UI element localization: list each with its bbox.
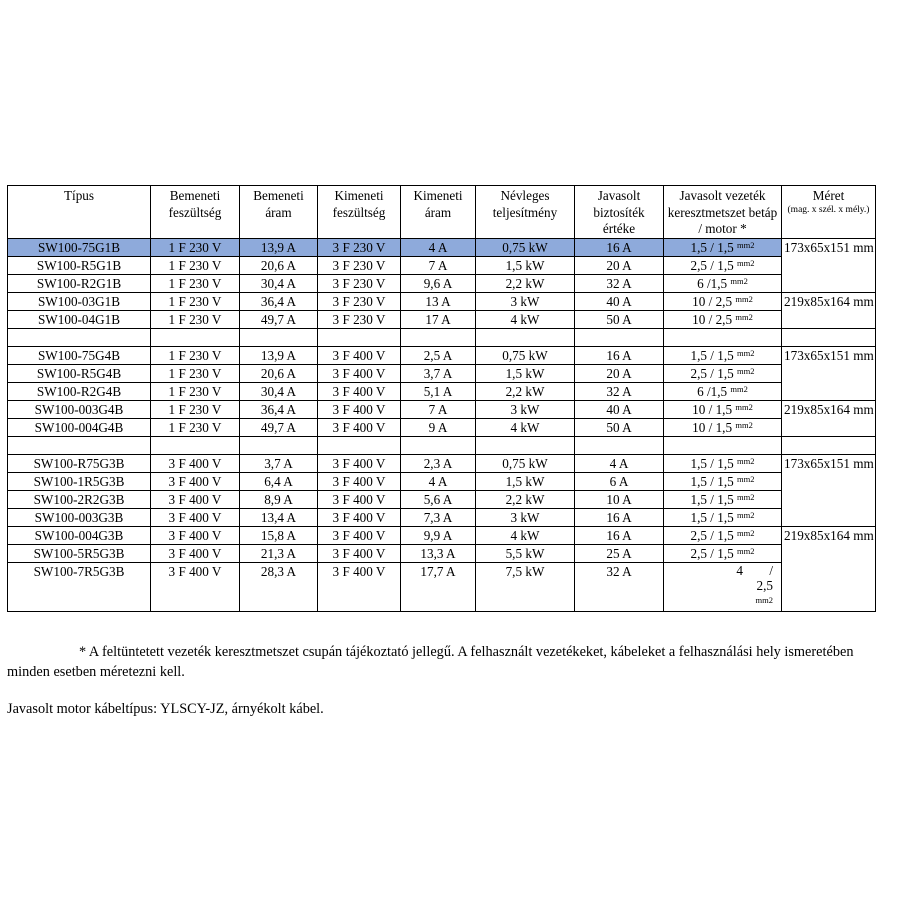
cable-value: 2,5 / 1,5 — [690, 365, 734, 381]
input-voltage-cell: 3 F 400 V — [151, 544, 240, 562]
input-voltage-cell: 3 F 400 V — [151, 508, 240, 526]
fuse-cell: 50 A — [575, 418, 664, 436]
cable-cell — [664, 256, 782, 274]
output-current-cell: 2,3 A — [401, 454, 476, 472]
input-voltage-cell: 3 F 400 V — [151, 562, 240, 611]
output-voltage-cell: 3 F 230 V — [318, 292, 401, 310]
cable-unit: mm2 — [730, 383, 748, 394]
fuse-cell: 25 A — [575, 544, 664, 562]
power-cell: 0,75 kW — [476, 238, 575, 256]
cable-unit: mm2 — [737, 545, 755, 556]
header-fuse: Javasolt biztosíték értéke — [575, 186, 664, 239]
fuse-cell: 16 A — [575, 238, 664, 256]
input-voltage-cell: 1 F 230 V — [151, 418, 240, 436]
header-type: Típus — [8, 186, 151, 239]
table-row — [8, 274, 876, 292]
power-cell: 4 kW — [476, 526, 575, 544]
output-voltage-cell: 3 F 230 V — [318, 274, 401, 292]
output-voltage-cell: 3 F 230 V — [318, 238, 401, 256]
input-voltage-cell: 1 F 230 V — [151, 292, 240, 310]
cable-value: 10 / 2,5 — [692, 293, 733, 309]
cable-cell — [664, 310, 782, 328]
table-row — [8, 400, 876, 418]
input-voltage-cell: 3 F 400 V — [151, 526, 240, 544]
power-cell: 5,5 kW — [476, 544, 575, 562]
cable-cell — [664, 292, 782, 310]
spacer-cell — [575, 436, 664, 454]
power-cell: 4 kW — [476, 418, 575, 436]
table-row — [8, 508, 876, 526]
cable-value-sep: / — [769, 562, 773, 578]
cable-cell — [664, 400, 782, 418]
cable-unit: mm2 — [735, 419, 753, 430]
table-row — [8, 310, 876, 328]
spacer-cell — [782, 328, 876, 346]
cable-unit: mm2 — [735, 401, 753, 412]
table-row — [8, 544, 876, 562]
table-row — [8, 292, 876, 310]
input-current-cell: 13,9 A — [240, 346, 318, 364]
power-cell: 0,75 kW — [476, 454, 575, 472]
spacer-cell — [8, 328, 151, 346]
fuse-cell: 16 A — [575, 508, 664, 526]
input-voltage-cell: 1 F 230 V — [151, 400, 240, 418]
output-voltage-cell: 3 F 400 V — [318, 364, 401, 382]
type-cell: SW100-75G4B — [8, 346, 151, 364]
size-cell: 219x85x164 mm — [782, 292, 876, 328]
output-current-cell: 5,6 A — [401, 490, 476, 508]
input-voltage-cell: 1 F 230 V — [151, 274, 240, 292]
size-cell: 173x65x151 mm — [782, 346, 876, 400]
table-row — [8, 382, 876, 400]
input-voltage-cell: 1 F 230 V — [151, 364, 240, 382]
fuse-cell: 6 A — [575, 472, 664, 490]
input-current-cell: 3,7 A — [240, 454, 318, 472]
power-cell: 3 kW — [476, 508, 575, 526]
cable-value: 10 / 2,5 — [692, 311, 733, 327]
header-input-voltage: Bemeneti feszültség — [151, 186, 240, 239]
output-current-cell: 13,3 A — [401, 544, 476, 562]
power-cell: 3 kW — [476, 400, 575, 418]
cable-unit: mm2 — [737, 347, 755, 358]
cable-cell — [664, 562, 782, 611]
input-voltage-cell: 1 F 230 V — [151, 256, 240, 274]
cable-cell — [664, 544, 782, 562]
size-cell: 173x65x151 mm — [782, 454, 876, 526]
cable-cell — [664, 508, 782, 526]
input-current-cell: 6,4 A — [240, 472, 318, 490]
output-voltage-cell: 3 F 400 V — [318, 562, 401, 611]
output-current-cell: 7,3 A — [401, 508, 476, 526]
table-row — [8, 256, 876, 274]
cable-cell — [664, 346, 782, 364]
cable-value: 1,5 / 1,5 — [690, 455, 734, 471]
output-current-cell: 2,5 A — [401, 346, 476, 364]
power-cell: 1,5 kW — [476, 472, 575, 490]
table-row — [8, 526, 876, 544]
cable-unit: mm2 — [755, 594, 773, 605]
output-current-cell: 3,7 A — [401, 364, 476, 382]
cable-cell — [664, 274, 782, 292]
cable-cell — [664, 454, 782, 472]
cable-value: 2,5 / 1,5 — [690, 257, 734, 273]
spacer-cell — [240, 436, 318, 454]
cable-cell — [664, 472, 782, 490]
output-voltage-cell: 3 F 400 V — [318, 544, 401, 562]
spacer-cell — [8, 436, 151, 454]
power-cell: 4 kW — [476, 310, 575, 328]
type-cell: SW100-1R5G3B — [8, 472, 151, 490]
group-spacer-row — [8, 436, 876, 454]
cable-value-a: 4 — [736, 562, 743, 578]
type-cell: SW100-03G1B — [8, 292, 151, 310]
spacer-cell — [476, 436, 575, 454]
cable-unit: mm2 — [737, 365, 755, 376]
fuse-cell: 32 A — [575, 562, 664, 611]
spacer-cell — [476, 328, 575, 346]
cable-cell — [664, 238, 782, 256]
input-current-cell: 30,4 A — [240, 274, 318, 292]
output-voltage-cell: 3 F 400 V — [318, 472, 401, 490]
header-input-current: Bemeneti áram — [240, 186, 318, 239]
spacer-cell — [401, 328, 476, 346]
power-cell: 2,2 kW — [476, 490, 575, 508]
input-voltage-cell: 3 F 400 V — [151, 454, 240, 472]
type-cell: SW100-003G4B — [8, 400, 151, 418]
spacer-cell — [240, 328, 318, 346]
power-cell: 0,75 kW — [476, 346, 575, 364]
fuse-cell: 20 A — [575, 256, 664, 274]
type-cell: SW100-7R5G3B — [8, 562, 151, 611]
cable-cell — [664, 364, 782, 382]
fuse-cell: 40 A — [575, 400, 664, 418]
output-voltage-cell: 3 F 400 V — [318, 346, 401, 364]
output-voltage-cell: 3 F 400 V — [318, 508, 401, 526]
cable-unit: mm2 — [737, 527, 755, 538]
header-size — [782, 186, 876, 239]
table-row — [8, 562, 876, 611]
header-rated-power: Névleges teljesítmény — [476, 186, 575, 239]
header-output-voltage: Kimeneti feszültség — [318, 186, 401, 239]
cable-value: 10 / 1,5 — [692, 401, 733, 417]
fuse-cell: 40 A — [575, 292, 664, 310]
output-current-cell: 9,6 A — [401, 274, 476, 292]
input-voltage-cell: 1 F 230 V — [151, 382, 240, 400]
cable-unit: mm2 — [735, 311, 753, 322]
cable-unit: mm2 — [735, 293, 753, 304]
table-row — [8, 418, 876, 436]
output-voltage-cell: 3 F 400 V — [318, 526, 401, 544]
cable-value: 1,5 / 1,5 — [690, 509, 734, 525]
input-current-cell: 13,4 A — [240, 508, 318, 526]
input-current-cell: 36,4 A — [240, 292, 318, 310]
input-voltage-cell: 1 F 230 V — [151, 310, 240, 328]
output-current-cell: 4 A — [401, 472, 476, 490]
cable-cell — [664, 490, 782, 508]
group-spacer-row — [8, 328, 876, 346]
output-current-cell: 9 A — [401, 418, 476, 436]
size-cell: 219x85x164 mm — [782, 400, 876, 436]
cable-value: 1,5 / 1,5 — [690, 491, 734, 507]
fuse-cell: 20 A — [575, 364, 664, 382]
size-cell: 219x85x164 mm — [782, 526, 876, 611]
input-voltage-cell: 3 F 400 V — [151, 472, 240, 490]
output-current-cell: 7 A — [401, 256, 476, 274]
output-voltage-cell: 3 F 400 V — [318, 382, 401, 400]
output-voltage-cell: 3 F 230 V — [318, 256, 401, 274]
fuse-cell: 50 A — [575, 310, 664, 328]
fuse-cell: 32 A — [575, 382, 664, 400]
spacer-cell — [401, 436, 476, 454]
type-cell: SW100-004G3B — [8, 526, 151, 544]
type-cell: SW100-R5G4B — [8, 364, 151, 382]
type-cell: SW100-5R5G3B — [8, 544, 151, 562]
cable-unit: mm2 — [737, 455, 755, 466]
input-current-cell: 8,9 A — [240, 490, 318, 508]
header-cable: Javasolt vezeték keresztmetszet betáp / motor * — [664, 186, 782, 239]
type-cell: SW100-04G1B — [8, 310, 151, 328]
header-output-current: Kimeneti áram — [401, 186, 476, 239]
output-current-cell: 17,7 A — [401, 562, 476, 611]
header-size-label: Méret — [812, 188, 845, 203]
type-cell: SW100-003G3B — [8, 508, 151, 526]
header-size-sub: (mag. x szél. x mély.) — [787, 204, 870, 215]
spacer-cell — [318, 328, 401, 346]
type-cell: SW100-75G1B — [8, 238, 151, 256]
input-current-cell: 30,4 A — [240, 382, 318, 400]
fuse-cell: 16 A — [575, 346, 664, 364]
input-current-cell: 15,8 A — [240, 526, 318, 544]
type-cell: SW100-R2G4B — [8, 382, 151, 400]
power-cell: 2,2 kW — [476, 274, 575, 292]
cable-unit: mm2 — [737, 257, 755, 268]
table-row — [8, 346, 876, 364]
table-row — [8, 364, 876, 382]
output-current-cell: 13 A — [401, 292, 476, 310]
cable-unit: mm2 — [737, 491, 755, 502]
cable-value: 6 /1,5 — [697, 275, 728, 291]
fuse-cell: 10 A — [575, 490, 664, 508]
input-current-cell: 13,9 A — [240, 238, 318, 256]
cable-value: 6 /1,5 — [697, 383, 728, 399]
spacer-cell — [151, 436, 240, 454]
input-current-cell: 20,6 A — [240, 256, 318, 274]
spacer-cell — [782, 436, 876, 454]
spec-table — [7, 185, 876, 612]
output-voltage-cell: 3 F 400 V — [318, 418, 401, 436]
spacer-cell — [318, 436, 401, 454]
footnote-cable: * A feltüntetett vezeték keresztmetszet csupán tájékoztató jellegű. A felhasznált vezetékeket, kábeleket a felhasználási hely ismeretében minden esetben méretezni kell. — [7, 644, 854, 680]
input-voltage-cell: 1 F 230 V — [151, 346, 240, 364]
type-cell: SW100-2R2G3B — [8, 490, 151, 508]
cable-value: 10 / 1,5 — [692, 419, 733, 435]
power-cell: 7,5 kW — [476, 562, 575, 611]
cable-unit: mm2 — [737, 239, 755, 250]
power-cell: 1,5 kW — [476, 364, 575, 382]
input-current-cell: 49,7 A — [240, 418, 318, 436]
cable-cell — [664, 418, 782, 436]
fuse-cell: 16 A — [575, 526, 664, 544]
type-cell: SW100-R5G1B — [8, 256, 151, 274]
cable-value: 1,5 / 1,5 — [690, 473, 734, 489]
type-cell: SW100-004G4B — [8, 418, 151, 436]
header-row — [8, 186, 876, 239]
cable-value: 1,5 / 1,5 — [690, 347, 734, 363]
output-voltage-cell: 3 F 400 V — [318, 400, 401, 418]
table-row — [8, 472, 876, 490]
output-current-cell: 7 A — [401, 400, 476, 418]
spacer-cell — [151, 328, 240, 346]
power-cell: 2,2 kW — [476, 382, 575, 400]
cable-unit: mm2 — [737, 473, 755, 484]
input-current-cell: 36,4 A — [240, 400, 318, 418]
table-row — [8, 490, 876, 508]
spacer-cell — [575, 328, 664, 346]
spacer-cell — [664, 328, 782, 346]
output-current-cell: 17 A — [401, 310, 476, 328]
type-cell: SW100-R75G3B — [8, 454, 151, 472]
output-current-cell: 5,1 A — [401, 382, 476, 400]
note-motor-cable: Javasolt motor kábeltípus: YLSCY-JZ, árnyékolt kábel. — [7, 701, 324, 717]
input-voltage-cell: 1 F 230 V — [151, 238, 240, 256]
table-row — [8, 454, 876, 472]
power-cell: 1,5 kW — [476, 256, 575, 274]
cable-cell — [664, 382, 782, 400]
input-current-cell: 21,3 A — [240, 544, 318, 562]
cable-value-c: 2,5 — [756, 577, 773, 593]
size-cell: 173x65x151 mm — [782, 238, 876, 292]
cable-unit: mm2 — [730, 275, 748, 286]
output-current-cell: 9,9 A — [401, 526, 476, 544]
cable-cell — [664, 526, 782, 544]
power-cell: 3 kW — [476, 292, 575, 310]
output-voltage-cell: 3 F 400 V — [318, 490, 401, 508]
input-current-cell: 20,6 A — [240, 364, 318, 382]
input-current-cell: 49,7 A — [240, 310, 318, 328]
fuse-cell: 32 A — [575, 274, 664, 292]
output-voltage-cell: 3 F 400 V — [318, 454, 401, 472]
cable-value: 2,5 / 1,5 — [690, 527, 734, 543]
spacer-cell — [664, 436, 782, 454]
cable-value: 1,5 / 1,5 — [690, 239, 734, 255]
cable-unit: mm2 — [737, 509, 755, 520]
output-current-cell: 4 A — [401, 238, 476, 256]
output-voltage-cell: 3 F 230 V — [318, 310, 401, 328]
input-current-cell: 28,3 A — [240, 562, 318, 611]
input-voltage-cell: 3 F 400 V — [151, 490, 240, 508]
cable-value: 2,5 / 1,5 — [690, 545, 734, 561]
fuse-cell: 4 A — [575, 454, 664, 472]
type-cell: SW100-R2G1B — [8, 274, 151, 292]
table-row — [8, 238, 876, 256]
